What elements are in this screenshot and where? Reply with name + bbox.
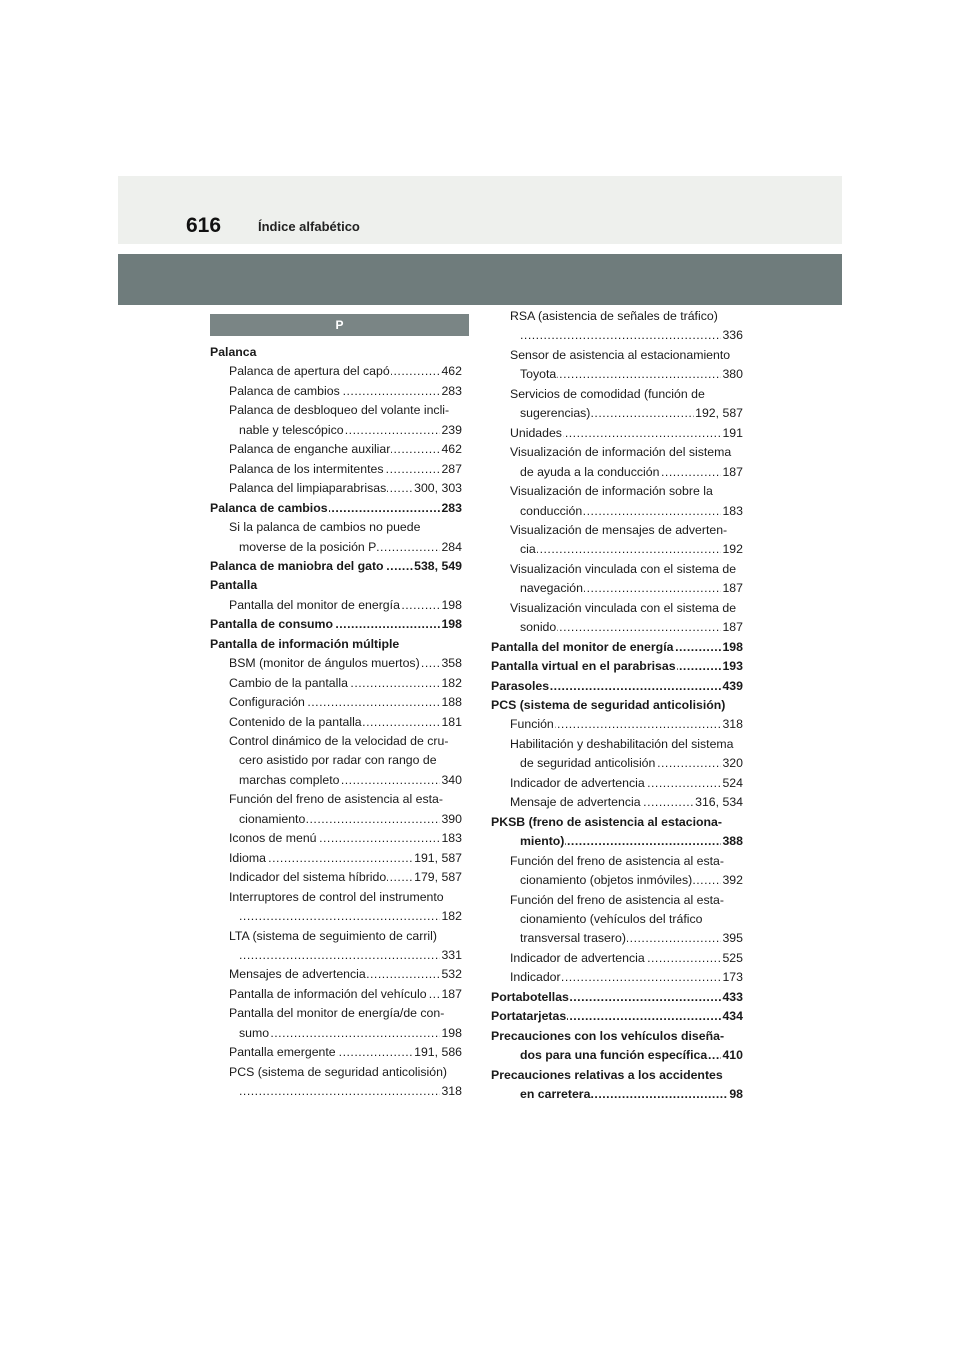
index-entry-text: ..... Toyota: [520, 365, 557, 384]
index-entry: [520, 463, 743, 482]
index-entry-page: 187: [721, 463, 743, 482]
index-entry: [229, 713, 462, 732]
index-entry-text: PCS (sistema de seguridad anticolisión): [491, 696, 726, 715]
index-entry-page: 173: [721, 968, 743, 987]
index-entry-text: ..... cionamiento (objetos inmóviles): [520, 871, 693, 890]
index-entry: [229, 440, 462, 459]
index-entry-page: 182: [440, 674, 462, 693]
index-entry-text: ..... de seguridad anticolisión: [520, 754, 656, 773]
index-entry-page: 318: [721, 715, 743, 734]
index-entry-text: Visualización de mensajes de adverten-: [510, 521, 728, 540]
index-entry-text: ..... miento): [520, 832, 565, 851]
index-entry-page: 532: [440, 965, 462, 984]
index-entry: [510, 852, 743, 871]
index-entry-page: 392: [721, 871, 743, 890]
index-entry-page: 283: [440, 499, 462, 518]
index-entry-page: 187: [721, 579, 743, 598]
index-entry: [510, 599, 743, 618]
header-band: [118, 176, 842, 244]
index-entry: [491, 813, 743, 832]
index-entry-text: ..... dos para una función específica: [520, 1046, 708, 1065]
index-entry-text: RSA (asistencia de señales de tráfico): [510, 307, 719, 326]
index-entry-page: 198: [721, 638, 743, 657]
index-entry: [520, 910, 743, 929]
index-entry-text: ..... Palanca de apertura del capó: [229, 362, 391, 381]
index-entry-page: 192, 587: [694, 404, 743, 423]
index-entry: [239, 810, 462, 829]
index-entry: [229, 829, 462, 848]
index-entry: [229, 1043, 462, 1062]
index-entry-text: ..... nable y telescópico: [239, 421, 345, 440]
index-entry-page: 395: [721, 929, 743, 948]
index-entry-page: 198: [440, 1024, 462, 1043]
index-entry-page: 283: [440, 382, 462, 401]
index-entry-text: ..... moverse de la posición P: [239, 538, 377, 557]
index-entry: [510, 482, 743, 501]
index-entry-text: ..... Pantalla de información del vehículo: [229, 985, 428, 1004]
index-entry-text: Visualización vinculada con el sistema de: [510, 560, 737, 579]
index-entry-text: Sensor de asistencia al estacionamiento: [510, 346, 731, 365]
index-entry: [210, 343, 462, 362]
index-entry: [210, 557, 462, 576]
index-entry: [510, 968, 743, 987]
section-title: Índice alfabético: [258, 219, 360, 234]
index-entry-text: ..... Cambio de la pantalla: [229, 674, 349, 693]
index-entry-text: Habilitación y deshabilitación del sistema: [510, 735, 735, 754]
index-entry-text: ..... Pantalla de consumo: [210, 615, 334, 634]
index-entry: [229, 1063, 462, 1082]
index-entry: [229, 674, 462, 693]
index-entry-text: ..... en carretera: [520, 1085, 591, 1104]
index-entry-text: ..... Indicador del sistema híbrido: [229, 868, 387, 887]
index-entry: [210, 615, 462, 634]
index-entry: [239, 751, 462, 770]
index-letter-heading: P: [210, 314, 469, 336]
index-entry: [510, 793, 743, 812]
index-entry: [229, 362, 462, 381]
index-entry-text: Pantalla del monitor de energía/de con-: [229, 1004, 445, 1023]
index-entry-text: LTA (sistema de seguimiento de carril): [229, 927, 438, 946]
index-entry-text: cero asistido por radar con rango de: [239, 751, 438, 770]
index-entry-text: ..... Palanca del limpiaparabrisas: [229, 479, 387, 498]
index-entry-page: 188: [440, 693, 462, 712]
index-entry-page: 433: [721, 988, 743, 1007]
index-entry: [229, 868, 462, 887]
index-entry-page: ..... 318: [440, 1082, 462, 1101]
index-entry: [510, 735, 743, 754]
index-entry-text: Función del freno de asistencia al esta-: [510, 891, 725, 910]
index-entry: [239, 1024, 462, 1043]
index-entry-page: 380: [721, 365, 743, 384]
index-entry: [229, 401, 462, 420]
index-entry-text: ..... sonido: [520, 618, 557, 637]
index-entry: [229, 927, 462, 946]
index-entry-text: ..... Palanca de maniobra del gato: [210, 557, 385, 576]
index-entry: [510, 521, 743, 540]
index-entry-page: 181: [440, 713, 462, 732]
index-entry: [520, 365, 743, 384]
index-entry: [229, 596, 462, 615]
index-entry-text: ..... cionamiento: [239, 810, 306, 829]
index-entry-text: Visualización de información sobre la: [510, 482, 714, 501]
index-entry-page: 193: [721, 657, 743, 676]
index-entry: [491, 1007, 743, 1026]
index-entry-page: 358: [440, 654, 462, 673]
index-entry-page: 410: [721, 1046, 743, 1065]
index-entry-page: 191, 586: [413, 1043, 462, 1062]
page-number: 616: [186, 214, 222, 237]
index-entry-page: ..... 182: [440, 907, 462, 926]
index-entry: [520, 1046, 743, 1065]
index-entry: [229, 1004, 462, 1023]
index-entry-text: ..... Palanca de cambios: [210, 499, 329, 518]
index-entry-text: ..... Parasoles: [491, 677, 550, 696]
index-entry-text: ..... Idioma: [229, 849, 267, 868]
index-entry: [239, 421, 462, 440]
index-entry: [229, 965, 462, 984]
index-entry-page: 462: [440, 440, 462, 459]
index-entry-text: Función del freno de asistencia al esta-: [229, 790, 444, 809]
index-entry: [520, 326, 743, 345]
index-entry-text: Visualización vinculada con el sistema de: [510, 599, 737, 618]
index-entry-text: ..... Iconos de menú: [229, 829, 318, 848]
index-entry: [229, 654, 462, 673]
index-entry-page: 538, 549: [413, 557, 462, 576]
index-entry: [229, 790, 462, 809]
index-entry-text: ..... transversal trasero): [520, 929, 627, 948]
index-entry-text: ..... de ayuda a la conducción: [520, 463, 660, 482]
index-entry-text: ..... sugerencias): [520, 404, 591, 423]
index-entry-text: ..... Palanca de los intermitentes: [229, 460, 384, 479]
index-entry-page: 187: [721, 618, 743, 637]
index-entry-page: 388: [721, 832, 743, 851]
index-entry: [229, 888, 462, 907]
index-entry: [239, 946, 462, 965]
index-entry-text: ..... Indicador de advertencia: [510, 774, 646, 793]
index-entry: [491, 638, 743, 657]
index-entry-text: ..... Unidades: [510, 424, 563, 443]
index-entry: [210, 499, 462, 518]
index-entry: [491, 1066, 743, 1085]
index-entry-page: 300, 303: [413, 479, 462, 498]
index-entry-text: ..... BSM (monitor de ángulos muertos): [229, 654, 421, 673]
index-entry: [491, 657, 743, 676]
index-entry-page: 284: [440, 538, 462, 557]
index-entry-page: 198: [440, 596, 462, 615]
index-entry-page: 320: [721, 754, 743, 773]
index-entry-text: cionamiento (vehículos del tráfico: [520, 910, 704, 929]
index-entry-text: ..... Contenido de la pantalla: [229, 713, 363, 732]
index-entry-page: 434: [721, 1007, 743, 1026]
index-entry: [520, 502, 743, 521]
index-entry: [510, 346, 743, 365]
index-entry-text: Precauciones con los vehículos diseña-: [491, 1027, 725, 1046]
index-entry: [520, 540, 743, 559]
index-entry: [520, 1085, 743, 1104]
index-entry-page: 524: [721, 774, 743, 793]
index-entry-page: 525: [721, 949, 743, 968]
index-entry-text: ..... Pantalla emergente: [229, 1043, 337, 1062]
index-entry: [520, 404, 743, 423]
index-entry-page: 191: [721, 424, 743, 443]
index-entry-page: 198: [440, 615, 462, 634]
index-entry: [510, 715, 743, 734]
index-entry-page: 316, 534: [694, 793, 743, 812]
index-entry-text: ..... Función: [510, 715, 555, 734]
index-entry: [491, 1027, 743, 1046]
index-entry: [229, 460, 462, 479]
index-entry-page: 183: [721, 502, 743, 521]
index-entry-page: 179, 587: [413, 868, 462, 887]
index-entry-text: Función del freno de asistencia al esta-: [510, 852, 725, 871]
index-entry: [520, 579, 743, 598]
index-entry-text: Pantalla de información múltiple: [210, 635, 400, 654]
index-entry-text: Palanca: [210, 343, 258, 362]
index-entry: [510, 774, 743, 793]
index-entry-page: 192: [721, 540, 743, 559]
index-entry: [491, 696, 743, 715]
index-entry-page: 439: [721, 677, 743, 696]
index-entry: [239, 771, 462, 790]
index-entry-page: 340: [440, 771, 462, 790]
index-entry-text: ..... Palanca de enganche auxiliar: [229, 440, 391, 459]
index-entry: [229, 693, 462, 712]
index-entry: [510, 443, 743, 462]
index-entry: [229, 732, 462, 751]
index-entry-text: Precauciones relativas a los accidentes: [491, 1066, 724, 1085]
index-entry: [510, 307, 743, 326]
index-entry-text: ..... Mensajes de advertencia: [229, 965, 367, 984]
index-entry-page: ..... 331: [440, 946, 462, 965]
index-entry: [229, 382, 462, 401]
index-entry: [510, 424, 743, 443]
index-entry: [510, 891, 743, 910]
index-entry: [210, 635, 462, 654]
index-entry-text: ..... Indicador: [510, 968, 562, 987]
index-entry: [520, 871, 743, 890]
index-entry: [491, 677, 743, 696]
index-entry: [510, 560, 743, 579]
index-entry-text: ..... conducción: [520, 502, 583, 521]
index-entry-page: ..... 336: [721, 326, 743, 345]
index-entry: [210, 576, 462, 595]
index-entry-text: Interruptores de control del instrumento: [229, 888, 445, 907]
index-entry-text: ..... Configuración: [229, 693, 306, 712]
section-banner: [118, 254, 842, 305]
index-entry: [239, 907, 462, 926]
index-entry-page: 390: [440, 810, 462, 829]
index-entry: [520, 618, 743, 637]
index-entry: [520, 832, 743, 851]
index-entry-text: ..... cia: [520, 540, 537, 559]
index-entry-page: 287: [440, 460, 462, 479]
index-entry-text: Servicios de comodidad (función de: [510, 385, 706, 404]
index-entry: [510, 949, 743, 968]
index-entry-text: ..... Indicador de advertencia: [510, 949, 646, 968]
index-entry: [229, 849, 462, 868]
index-entry-text: Pantalla: [210, 576, 258, 595]
index-entry-text: ..... Pantalla virtual en el parabrisas: [491, 657, 677, 676]
index-entry-text: ..... sumo: [239, 1024, 270, 1043]
index-entry-text: PCS (sistema de seguridad anticolisión): [229, 1063, 448, 1082]
index-entry-text: ..... Palanca de cambios: [229, 382, 341, 401]
index-entry-text: Control dinámico de la velocidad de cru-: [229, 732, 449, 751]
index-entry-text: ..... Mensaje de advertencia: [510, 793, 642, 812]
index-entry-text: Si la palanca de cambios no puede: [229, 518, 421, 537]
index-entry-text: ..... navegación: [520, 579, 584, 598]
index-entry-text: ..... Portabotellas: [491, 988, 570, 1007]
index-entry-page: 462: [440, 362, 462, 381]
index-entry: [520, 754, 743, 773]
index-entry: [520, 929, 743, 948]
index-entry-page: 239: [440, 421, 462, 440]
index-entry-page: 187: [440, 985, 462, 1004]
index-entry-text: ..... Pantalla del monitor de energía: [229, 596, 401, 615]
index-entry-text: PKSB (freno de asistencia al estaciona-: [491, 813, 723, 832]
index-entry: [239, 1082, 462, 1101]
index-entry: [510, 385, 743, 404]
index-entry-text: ..... Portatarjetas: [491, 1007, 567, 1026]
index-entry-page: 191, 587: [413, 849, 462, 868]
index-entry-text: Palanca de desbloqueo del volante incli-: [229, 401, 450, 420]
index-entry-text: Visualización de información del sistema: [510, 443, 732, 462]
index-entry-text: ..... marchas completo: [239, 771, 340, 790]
index-entry: [491, 988, 743, 1007]
index-entry: [239, 538, 462, 557]
index-entry: [229, 985, 462, 1004]
index-entry: [229, 479, 462, 498]
index-entry-page: 183: [440, 829, 462, 848]
index-entry-text: ..... Pantalla del monitor de energía: [491, 638, 674, 657]
index-entry: [229, 518, 462, 537]
index-entry-page: 98: [728, 1085, 743, 1104]
